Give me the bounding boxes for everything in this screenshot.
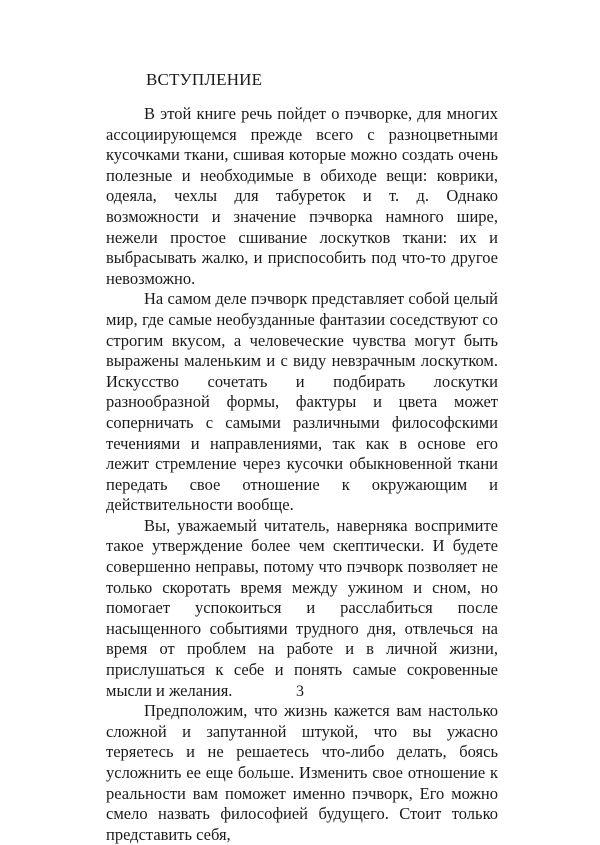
page-number: 3 <box>296 683 304 700</box>
paragraph-1: В этой книге речь пойдет о пэчворке, для многих ассоциирующемся прежде всего с разноцветными кусочками ткани, сшивая которые можно создать очень полезные и необходимые в обиходе вещи: коврики, одеяла, чехлы для табуреток и т. д. Однако возможности и значение пэчворка намного шире, нежели простое сшивание лоскутков ткани: их и выбрасывать жалко, и приспособить под что-то другое невозможно. <box>106 104 498 288</box>
paragraph-4: Предположим, что жизнь кажется вам настолько сложной и запутанной штукой, что вы ужасно теряетесь и не решаетесь что-либо делать, боясь усложнить ее еще больше. Изменить свое отношение к реальности вам поможет именно пэчворк, Его можно смело назвать философией будущего. Стоит только представить себя, <box>106 701 498 844</box>
paragraph-3: Вы, уважаемый читатель, наверняка воспримите такое утверждение более чем скептически. И будете совершенно неправы, потому что пэчворк позволяет не только скоротать время между ужином и сном, но помогает успокоиться и расслабиться после насыщенного событиями трудного дня, отвлечься на время от проблем на работе и в личной жизни, прислушаться к себе и понять самые сокровенные мысли и желания. <box>106 515 498 700</box>
chapter-title: ВСТУПЛЕНИЕ <box>146 70 263 89</box>
paragraph-2: На самом деле пэчворк представляет собой целый мир, где самые необузданные фантазии соседствуют со строгим вкусом, а человеческие чувства могут быть выражены маленьким и с виду невзрачным лоскутком. Искусство сочетать и подбирать лоскутки разнообразной формы, фактуры и цвета может соперничать с самыми различными философскими течениями и направлениями, так как в основе его лежит стремление через кусочки обыкновенной ткани передать свое отношение к окружающим и действительности вообще. <box>106 289 498 515</box>
body-text <box>106 104 498 845</box>
